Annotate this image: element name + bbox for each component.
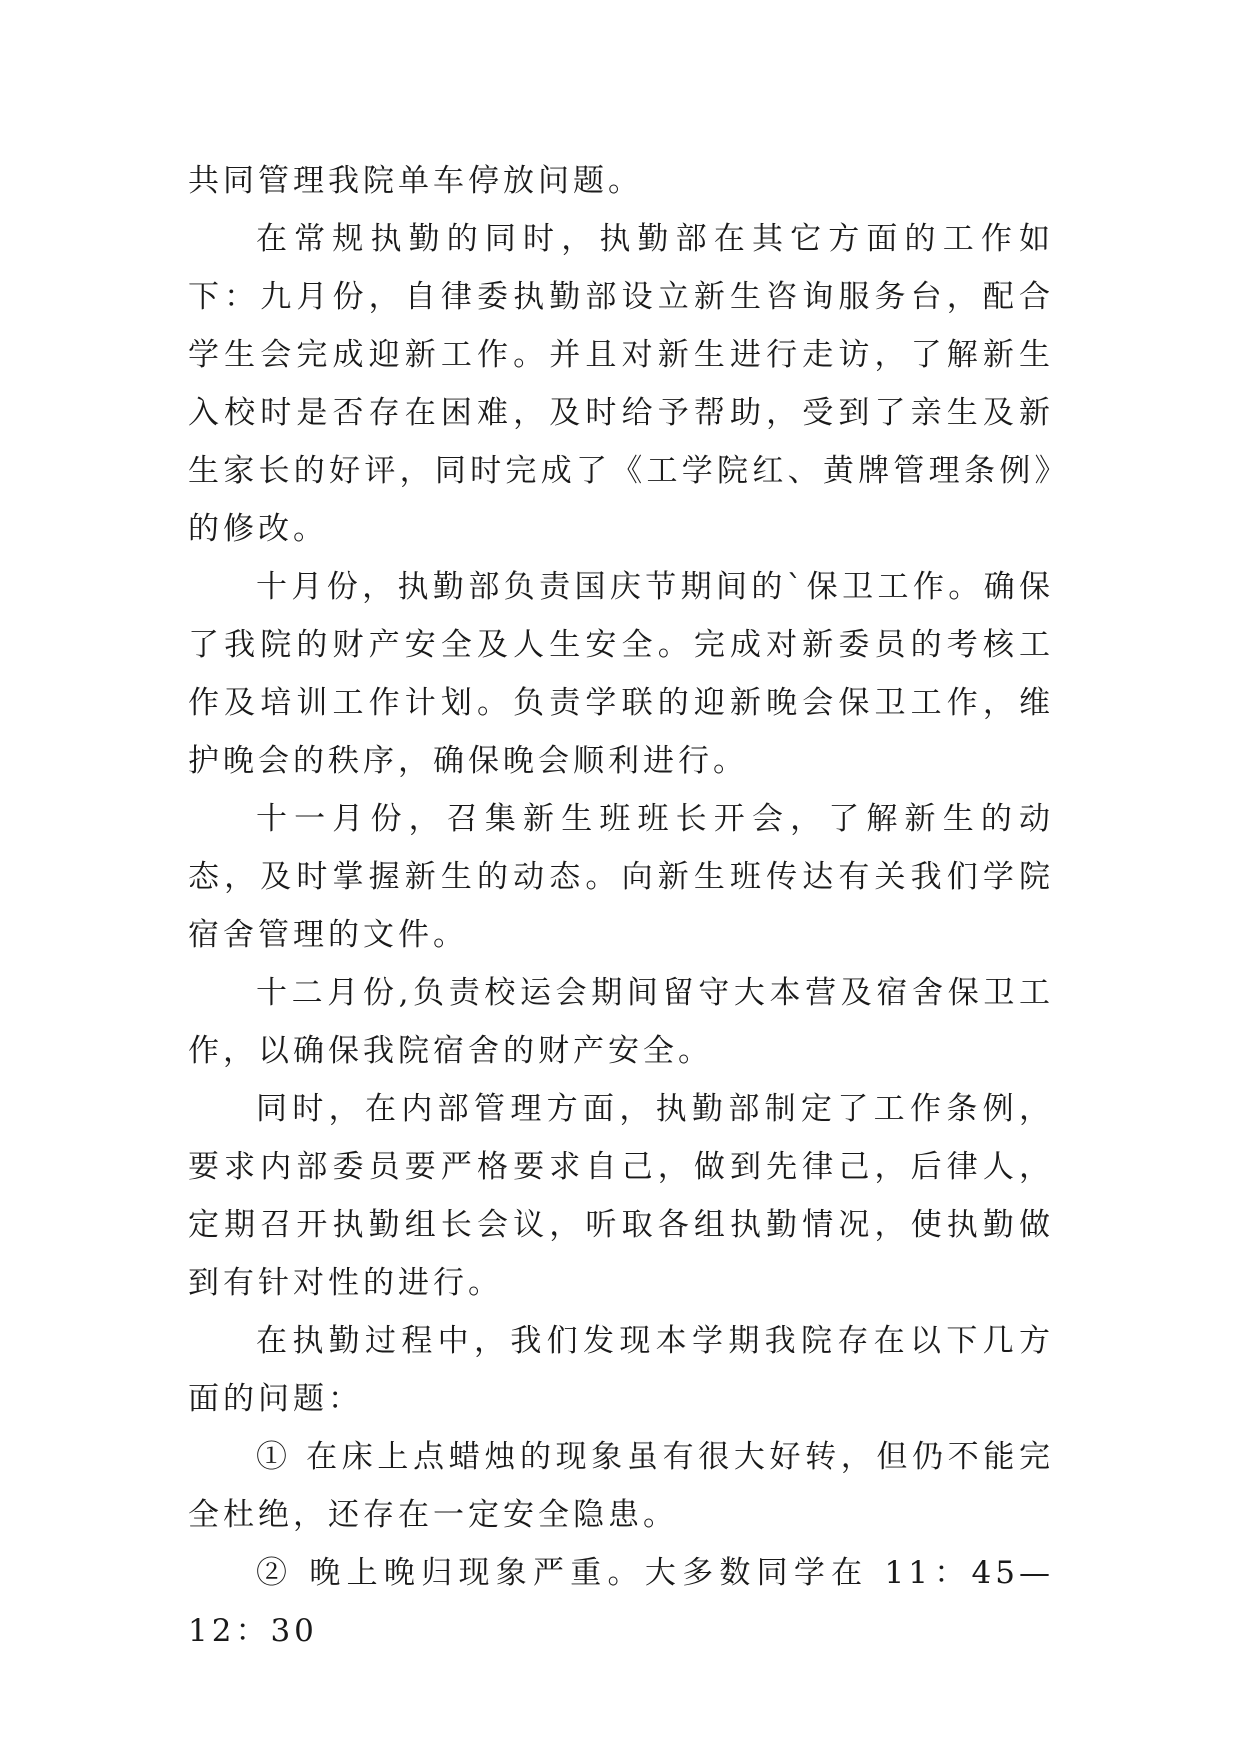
paragraph-other-work: 在常规执勤的同时，执勤部在其它方面的工作如下：九月份，自律委执勤部设立新生咨询服务台，配合学生会完成迎新工作。并且对新生进行走访，了解新生入校时是否存在困难，及时给予帮助，受到了亲生及新生家长的好评，同时完成了《工学院红、黄牌管理条例》的修改。 [188, 221, 1054, 547]
paragraph-december: 十二月份,负责校运会期间留守大本营及宿舍保卫工作，以确保我院宿舍的财产安全。 [188, 975, 1054, 1069]
document-body [188, 152, 1054, 1660]
paragraph-continuation: 共同管理我院单车停放问题。 [188, 163, 643, 199]
paragraph-november: 十一月份，召集新生班班长开会，了解新生的动态，及时掌握新生的动态。向新生班传达有关我们学院宿舍管理的文件。 [188, 801, 1054, 953]
paragraph-problems-intro: 在执勤过程中，我们发现本学期我院存在以下几方面的问题： [188, 1323, 1054, 1417]
paragraph-october: 十月份，执勤部负责国庆节期间的`保卫工作。确保了我院的财产安全及人生安全。完成对新委员的考核工作及培训工作计划。负责学联的迎新晚会保卫工作，维护晚会的秩序，确保晚会顺利进行。 [188, 569, 1054, 779]
list-item-problem-1: ① 在床上点蜡烛的现象虽有很大好转，但仍不能完全杜绝，还存在一定安全隐患。 [188, 1439, 1054, 1533]
list-item-problem-2: ② 晚上晚归现象严重。大多数同学在 11：45—12：30 [188, 1555, 1054, 1649]
paragraph-internal-management: 同时，在内部管理方面，执勤部制定了工作条例，要求内部委员要严格要求自己，做到先律己，后律人，定期召开执勤组长会议，听取各组执勤情况，使执勤做到有针对性的进行。 [188, 1091, 1054, 1301]
